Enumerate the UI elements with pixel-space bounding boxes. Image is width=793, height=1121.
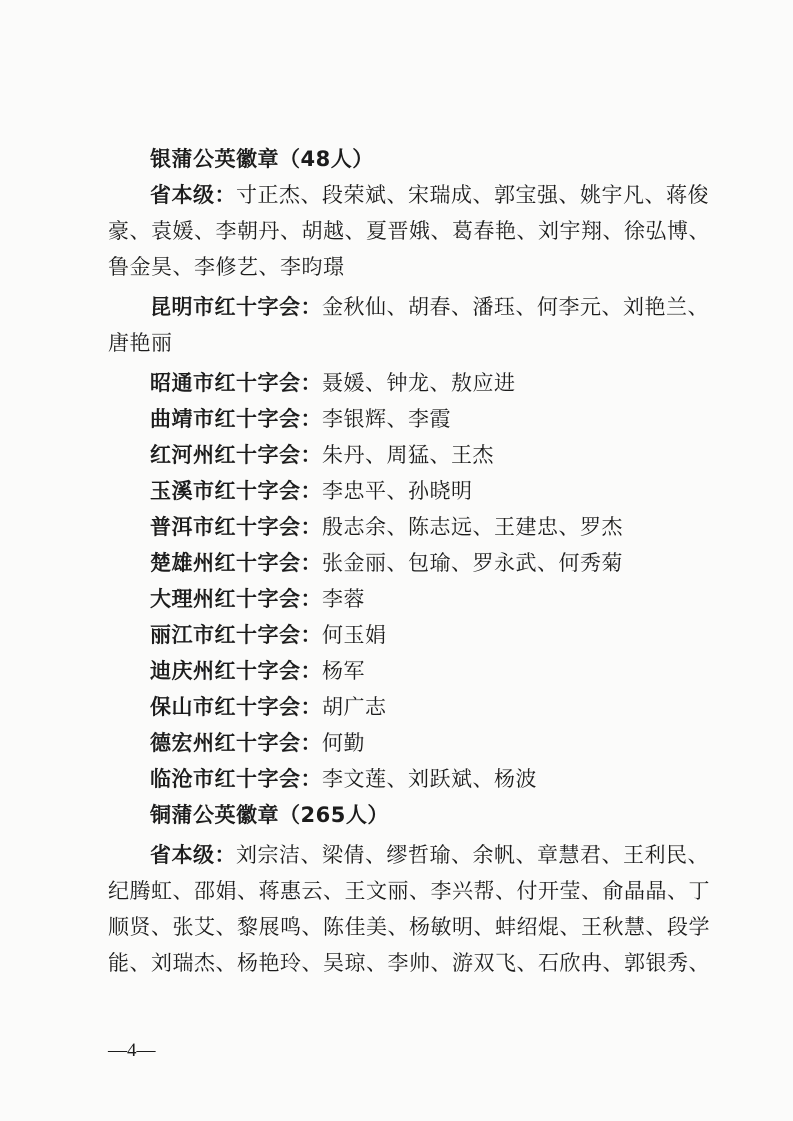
section-heading-bronze: 铜蒲公英徽章（265人） xyxy=(150,803,389,827)
names-text: 何勤 xyxy=(322,731,365,755)
names-continuation: 顺贤、张艾、黎展鸣、陈佳美、杨敏明、蚌绍焜、王秋慧、段学 xyxy=(108,915,710,939)
names-continuation: 纪腾虹、邵娟、蒋惠云、王文丽、李兴帮、付开莹、俞晶晶、丁 xyxy=(108,879,710,903)
group-yuxi xyxy=(108,473,708,509)
group-diqing xyxy=(108,653,708,689)
group-baoshan xyxy=(108,689,708,725)
group-label: 德宏州红十字会： xyxy=(150,731,322,755)
group-provincial-silver xyxy=(108,177,708,213)
group-lincang xyxy=(108,761,708,797)
group-label: 迪庆州红十字会： xyxy=(150,659,322,683)
group-label: 玉溪市红十字会： xyxy=(150,479,322,503)
names-text: 何玉娟 xyxy=(322,623,387,647)
group-dali xyxy=(108,581,708,617)
group-label: 省本级： xyxy=(150,843,236,867)
group-label: 红河州红十字会： xyxy=(150,443,322,467)
group-label: 昆明市红十字会： xyxy=(150,295,322,319)
group-label: 丽江市红十字会： xyxy=(150,623,322,647)
names-text: 聂媛、钟龙、敖应进 xyxy=(322,371,516,395)
group-kunming xyxy=(108,289,708,325)
group-qujing xyxy=(108,401,708,437)
names-continuation: 豪、袁媛、李朝丹、胡越、夏晋娥、葛春艳、刘宇翔、徐弘博、 xyxy=(108,219,710,243)
group-honghe xyxy=(108,437,708,473)
names-text: 殷志余、陈志远、王建忠、罗杰 xyxy=(322,515,623,539)
group-label: 普洱市红十字会： xyxy=(150,515,322,539)
group-zhaotong xyxy=(108,365,708,401)
names-text: 刘宗洁、梁倩、缪哲瑜、余帆、章慧君、王利民、 xyxy=(236,843,709,867)
document-body xyxy=(108,141,708,981)
names-continuation: 鲁金昊、李修艺、李昀璟 xyxy=(108,255,345,279)
group-provincial-bronze xyxy=(108,837,708,873)
names-text: 李蓉 xyxy=(322,587,365,611)
names-text: 李忠平、孙晓明 xyxy=(322,479,473,503)
group-chuxiong xyxy=(108,545,708,581)
page-number: —4— xyxy=(108,1040,156,1061)
group-label: 大理州红十字会： xyxy=(150,587,322,611)
names-continuation: 能、刘瑞杰、杨艳玲、吴琼、李帅、游双飞、石欣冉、郭银秀、 xyxy=(108,951,710,975)
names-text: 李银辉、李霞 xyxy=(322,407,451,431)
names-continuation: 唐艳丽 xyxy=(108,331,173,355)
group-label: 曲靖市红十字会： xyxy=(150,407,322,431)
group-dehong xyxy=(108,725,708,761)
group-lijiang xyxy=(108,617,708,653)
names-text: 张金丽、包瑜、罗永武、何秀菊 xyxy=(322,551,623,575)
group-label: 昭通市红十字会： xyxy=(150,371,322,395)
group-label: 保山市红十字会： xyxy=(150,695,322,719)
group-label: 楚雄州红十字会： xyxy=(150,551,322,575)
group-label: 省本级： xyxy=(150,183,236,207)
names-text: 寸正杰、段荣斌、宋瑞成、郭宝强、姚宇凡、蒋俊 xyxy=(236,183,709,207)
names-text: 杨军 xyxy=(322,659,365,683)
group-label: 临沧市红十字会： xyxy=(150,767,322,791)
names-text: 胡广志 xyxy=(322,695,387,719)
group-puer xyxy=(108,509,708,545)
names-text: 朱丹、周猛、王杰 xyxy=(322,443,494,467)
names-text: 李文莲、刘跃斌、杨波 xyxy=(322,767,537,791)
section-heading-silver: 银蒲公英徽章（48人） xyxy=(150,147,374,171)
names-text: 金秋仙、胡春、潘珏、何李元、刘艳兰、 xyxy=(322,295,709,319)
